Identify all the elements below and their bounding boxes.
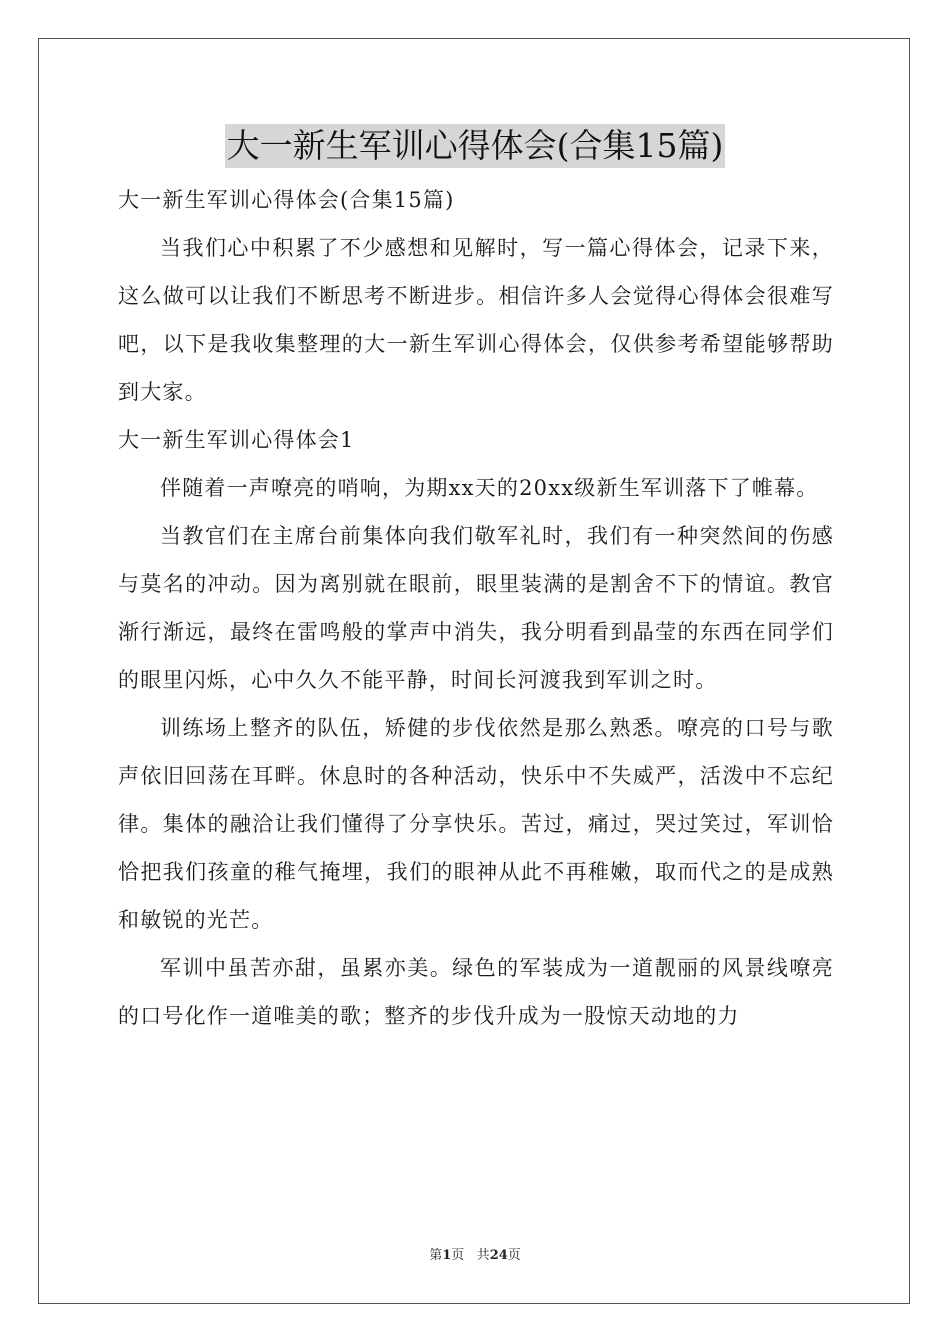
total-prefix: 共 [476,1248,490,1263]
page-footer [0,1244,950,1263]
total-suffix: 页 [507,1248,521,1263]
document-title: 大一新生军训心得体会(合集15篇) [225,124,726,168]
page-prefix: 第 [429,1248,443,1263]
document-body [118,176,834,1040]
document-subtitle: 大一新生军训心得体会(合集15篇) [118,188,455,212]
body-paragraph: 当教官们在主席台前集体向我们敬军礼时，我们有一种突然间的伤感与莫名的冲动。因为离别就在眼前，眼里装满的是割舍不下的情谊。教官渐行渐远，最终在雷鸣般的掌声中消失，我分明看到晶莹的东西在同学们的眼里闪烁，心中久久不能平静，时间长河渡我到军训之时。 [118,524,834,692]
body-paragraph: 伴随着一声嘹亮的哨响，为期xx天的20xx级新生军训落下了帷幕。 [160,476,819,500]
page-current: 1 [442,1248,452,1263]
title-container [0,124,950,168]
section-heading: 大一新生军训心得体会1 [118,428,355,452]
total-pages: 24 [489,1248,508,1263]
intro-paragraph: 当我们心中积累了不少感想和见解时，写一篇心得体会，记录下来，这么做可以让我们不断思考不断进步。相信许多人会觉得心得体会很难写吧，以下是我收集整理的大一新生军训心得体会，仅供参考希望能够帮助到大家。 [118,236,834,404]
body-paragraph: 军训中虽苦亦甜，虽累亦美。绿色的军装成为一道靓丽的风景线嘹亮的口号化作一道唯美的歌；整齐的步伐升成为一股惊天动地的力 [118,956,834,1028]
body-paragraph: 训练场上整齐的队伍，矫健的步伐依然是那么熟悉。嘹亮的口号与歌声依旧回荡在耳畔。休息时的各种活动，快乐中不失威严，活泼中不忘纪律。集体的融洽让我们懂得了分享快乐。苦过，痛过，哭过笑过，军训恰恰把我们孩童的稚气掩埋，我们的眼神从此不再稚嫩，取而代之的是成熟和敏锐的光芒。 [118,716,834,932]
page-suffix: 页 [451,1248,465,1263]
